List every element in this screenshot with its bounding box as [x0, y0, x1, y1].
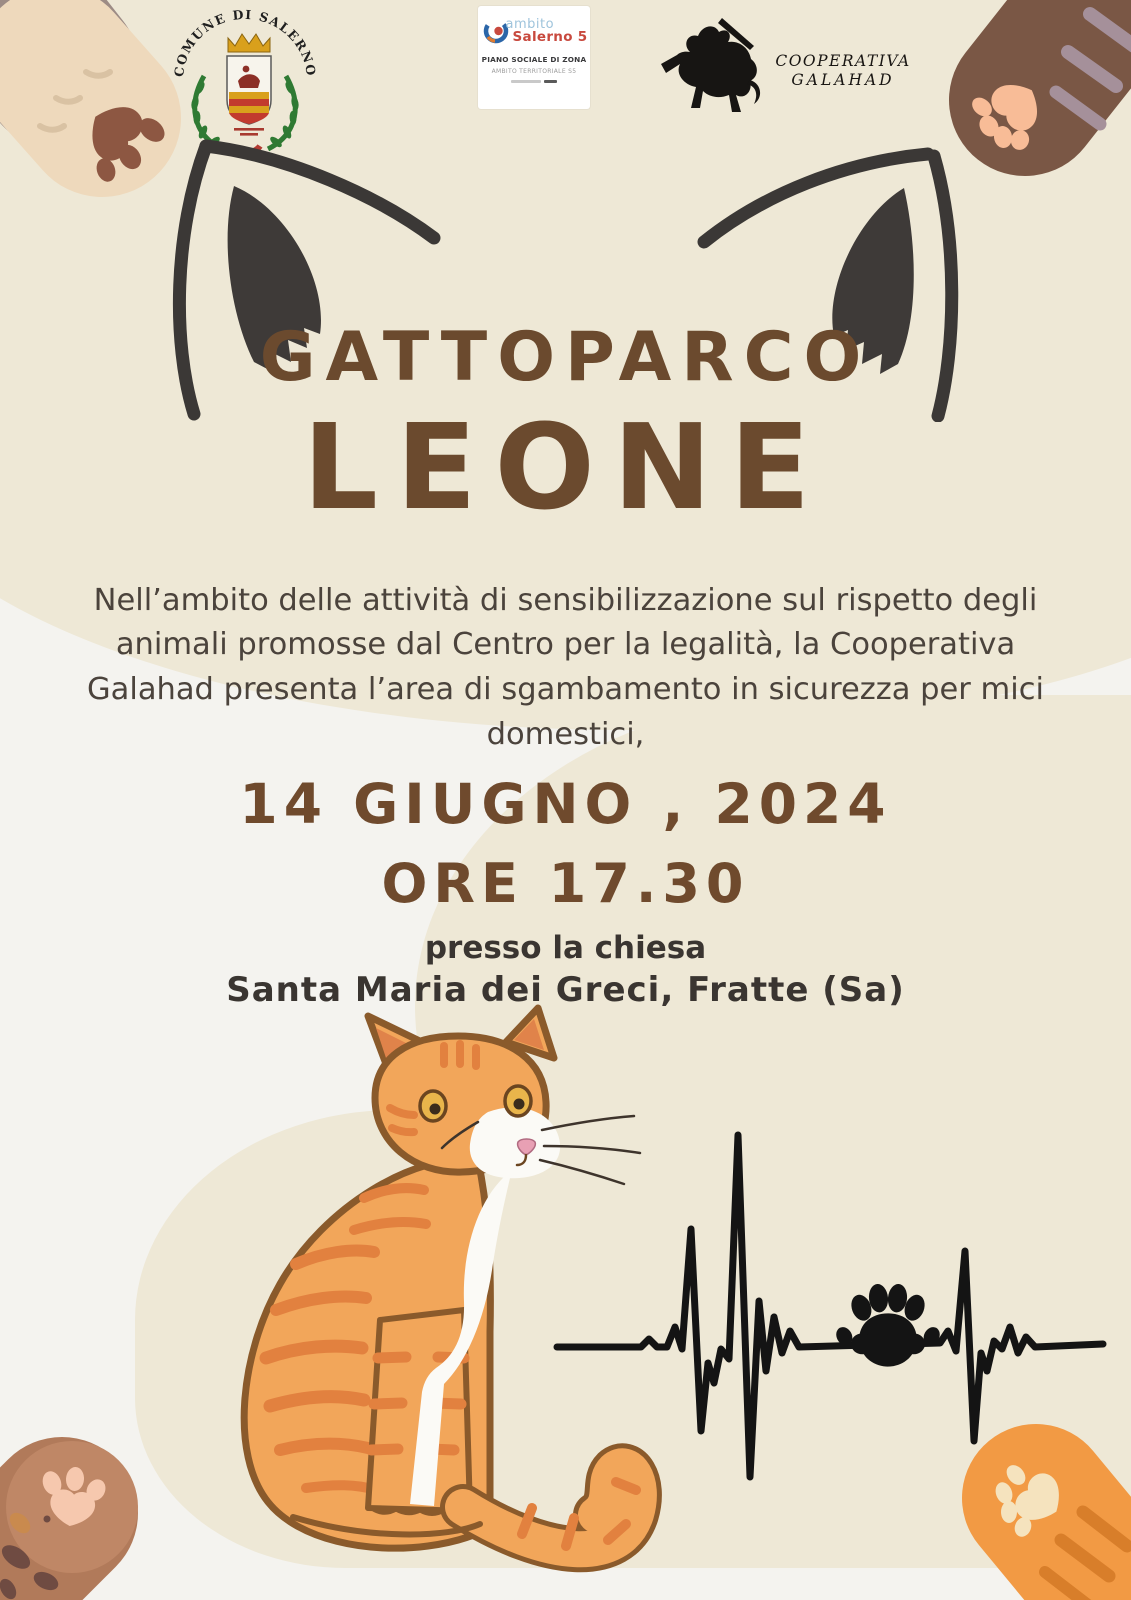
- event-time: ORE 17.30: [381, 852, 750, 915]
- knight-on-horse-icon: [660, 14, 780, 116]
- galahad-logo-text: [768, 52, 918, 91]
- comune-arc-text: COMUNE DI SALERNO: [170, 8, 320, 78]
- ambito-salerno5-logo: [478, 6, 590, 109]
- ambito-brand-word: ambito: [505, 16, 555, 32]
- ambito-fine-print-line: [478, 80, 590, 83]
- poster-title-line2: LEONE: [302, 398, 829, 536]
- galahad-line2: GALAHAD: [791, 71, 895, 90]
- event-venue-name: Santa Maria dei Greci, Fratte (Sa): [226, 970, 905, 1010]
- ambito-brand-name: Salerno 5: [512, 28, 588, 45]
- paw-print-icon: [833, 1283, 943, 1367]
- ambito-subtitle-2: AMBITO TERRITORIALE S5: [491, 68, 577, 75]
- crown: [228, 34, 270, 52]
- event-date: 14 GIUGNO , 2024: [239, 772, 892, 836]
- poster-title-line1: GATTOPARCO: [259, 318, 872, 397]
- heartbeat-paw-icon: [545, 1125, 1115, 1495]
- intro-paragraph: Nell’ambito delle attività di sensibilizzazione sul rispetto degli animali promosse dal Centro per la legalità, la Cooperativa Galahad presenta l’area di sgambamento in sicurezza per mici domestici,: [87, 582, 1044, 752]
- event-venue-intro: presso la chiesa: [424, 930, 707, 966]
- ambito-subtitle-1: PIANO SOCIALE DI ZONA: [481, 55, 587, 64]
- galahad-line1: COOPERATIVA: [775, 52, 911, 70]
